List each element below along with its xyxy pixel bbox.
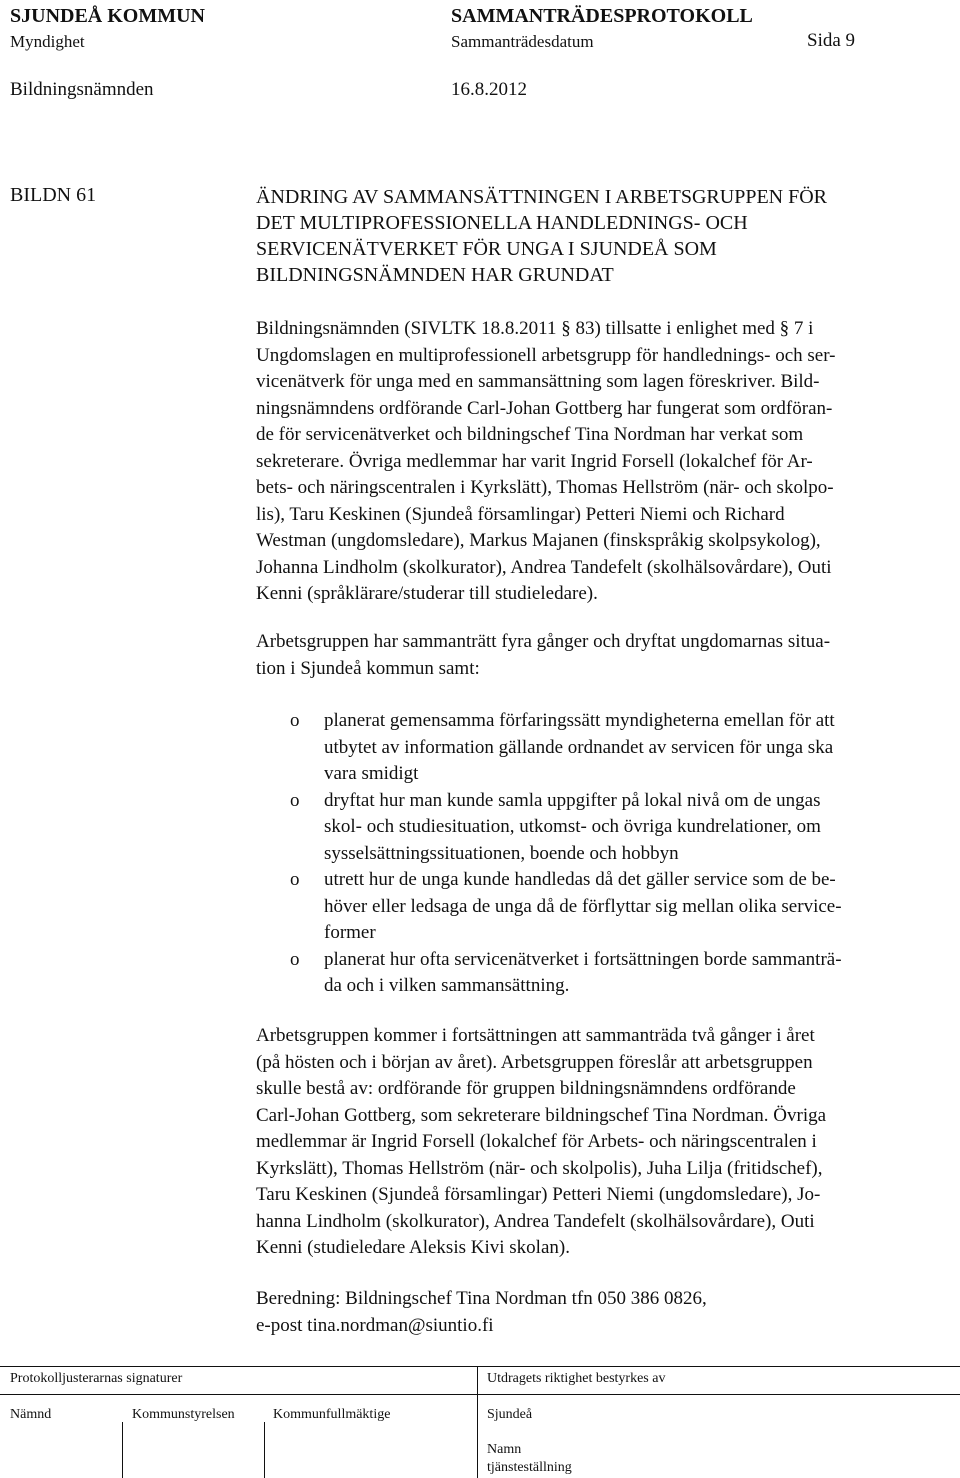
name-label: Namn	[487, 1442, 522, 1457]
text-line: planerat hur ofta servicenätverket i fortsättningen borde sammanträ-	[324, 948, 842, 970]
text-line: e-post tina.nordman@siuntio.fi	[256, 1314, 494, 1336]
text-line: ningsnämndens ordförande Carl-Johan Gottberg har fungerat som ordföran-	[256, 397, 833, 419]
text-line: hanna Lindholm (skolkurator), Andrea Tandefelt (skolhälsovårdare), Outi	[256, 1210, 815, 1232]
text-line: sysselsättningssituationen, boende och hobbyn	[324, 842, 679, 864]
title-label: tjänsteställning	[487, 1460, 572, 1475]
list-item	[256, 867, 842, 947]
text-line: former	[324, 922, 376, 943]
authority-label: Myndighet	[10, 32, 85, 51]
section-title	[256, 184, 827, 288]
title-line: DET MULTIPROFESSIONELLA HANDLEDNINGS- OCH	[256, 212, 748, 234]
text-line: Kenni (språklärare/studerar till studieledare).	[256, 583, 598, 604]
text-line: Beredning: Bildningschef Tina Nordman tfn 050 386 0826,	[256, 1288, 707, 1309]
list-item	[256, 947, 842, 1000]
text-line: dryftat hur man kunde samla uppgifter på lokal nivå om de ungas	[324, 789, 821, 811]
footer-divider	[264, 1422, 265, 1478]
footer-divider	[122, 1422, 123, 1478]
text-line: da och i vilken sammansättning.	[324, 975, 570, 996]
bullet-marker: o	[290, 710, 300, 731]
signature-col-executive: Kommunstyrelsen	[132, 1407, 235, 1422]
extract-label: Utdragets riktighet bestyrkes av	[487, 1371, 666, 1386]
text-line: höver eller ledsaga de unga då de förflyttar sig mellan olika service-	[324, 895, 842, 917]
activity-list	[256, 708, 842, 1000]
text-line: planerat gemensamma förfaringssätt myndigheterna emellan för att	[324, 710, 835, 731]
title-line: SERVICENÄTVERKET FÖR UNGA I SJUNDEÅ SOM	[256, 238, 717, 260]
text-line: de för servicenätverket och bildningschef Tina Nordman har verkat som	[256, 424, 804, 445]
footer-mid-rule	[0, 1394, 960, 1395]
text-line: Westman (ungdomsledare), Markus Majanen (finskspråkig skolpsykolog),	[256, 530, 821, 551]
title-line: BILDNINGSNÄMNDEN HAR GRUNDAT	[256, 264, 614, 286]
list-item	[256, 708, 842, 788]
text-line: (på hösten och i början av året). Arbetsgruppen föreslår att arbetsgruppen	[256, 1051, 813, 1073]
section-code: BILDN 61	[10, 184, 97, 206]
text-line: Carl-Johan Gottberg, som sekreterare bildningschef Tina Nordman. Övriga	[256, 1104, 827, 1126]
list-item	[256, 788, 842, 868]
preparation-info	[256, 1286, 946, 1339]
text-line: Bildningsnämnden (SIVLTK 18.8.2011 § 83) tillsatte i enlighet med § 7 i	[256, 318, 814, 339]
text-line: medlemmar är Ingrid Forsell (lokalchef för Arbets- och näringscentralen i	[256, 1131, 817, 1152]
text-line: skol- och studiesituation, utkomst- och övriga kundrelationer, om	[324, 816, 821, 837]
page-number: Sida 9	[807, 30, 856, 51]
text-line: Arbetsgruppen har sammanträtt fyra gånger och dryftat ungdomarnas situa-	[256, 631, 831, 652]
text-line: tion i Sjundeå kommun samt:	[256, 657, 480, 679]
municipality-name: SJUNDEÅ KOMMUN	[10, 5, 205, 27]
footer-top-rule	[0, 1366, 960, 1367]
text-line: Kenni (studieledare Aleksis Kivi skolan).	[256, 1237, 570, 1258]
work-paragraph	[256, 629, 946, 682]
text-line: Johanna Lindholm (skolkurator), Andrea Tandefelt (skolhälsovårdare), Outi	[256, 556, 832, 578]
text-line: lis), Taru Keskinen (Sjundeå församlingar) Petteri Niemi och Richard	[256, 503, 785, 525]
text-line: vicenätverk för unga med en sammansättning som lagen föreskriver. Bild-	[256, 371, 820, 392]
protocol-title: SAMMANTRÄDESPROTOKOLL	[451, 5, 753, 27]
signature-col-council: Kommunfullmäktige	[273, 1407, 391, 1422]
text-line: Kyrkslätt), Thomas Hellström (när- och skolpolis), Juha Lilja (fritidschef),	[256, 1157, 823, 1179]
place-label: Sjundeå	[487, 1407, 533, 1422]
proposal-paragraph	[256, 1023, 946, 1262]
text-line: utrett hur de unga kunde handledas då det gäller service som de be-	[324, 869, 836, 890]
signatures-label: Protokolljusterarnas signaturer	[10, 1371, 183, 1386]
text-line: vara smidigt	[324, 763, 419, 784]
meeting-date: 16.8.2012	[451, 79, 527, 100]
text-line: sekreterare. Övriga medlemmar har varit Ingrid Forsell (lokalchef för Ar-	[256, 450, 813, 472]
authority-name: Bildningsnämnden	[10, 79, 154, 100]
bullet-marker: o	[290, 789, 300, 811]
text-line: Ungdomslagen en multiprofessionell arbetsgrupp för handlednings- och ser-	[256, 344, 836, 366]
text-line: bets- och näringscentralen i Kyrkslätt), Thomas Hellström (när- och skolpo-	[256, 477, 834, 498]
text-line: Taru Keskinen (Sjundeå församlingar) Petteri Niemi (ungdomsledare), Jo-	[256, 1184, 821, 1205]
text-line: Arbetsgruppen kommer i fortsättningen att sammanträda två gånger i året	[256, 1025, 815, 1046]
footer-divider	[477, 1366, 478, 1478]
text-line: skulle bestå av: ordförande för gruppen bildningsnämndens ordförande	[256, 1078, 796, 1099]
bullet-marker: o	[290, 869, 300, 890]
title-line: ÄNDRING AV SAMMANSÄTTNINGEN I ARBETSGRUPPEN FÖR	[256, 186, 828, 208]
background-paragraph	[256, 316, 946, 608]
date-label: Sammanträdesdatum	[451, 32, 594, 51]
bullet-marker: o	[290, 948, 300, 970]
signature-col-board: Nämnd	[10, 1407, 52, 1422]
text-line: utbytet av information gällande ordnandet av servicen för unga ska	[324, 736, 834, 758]
